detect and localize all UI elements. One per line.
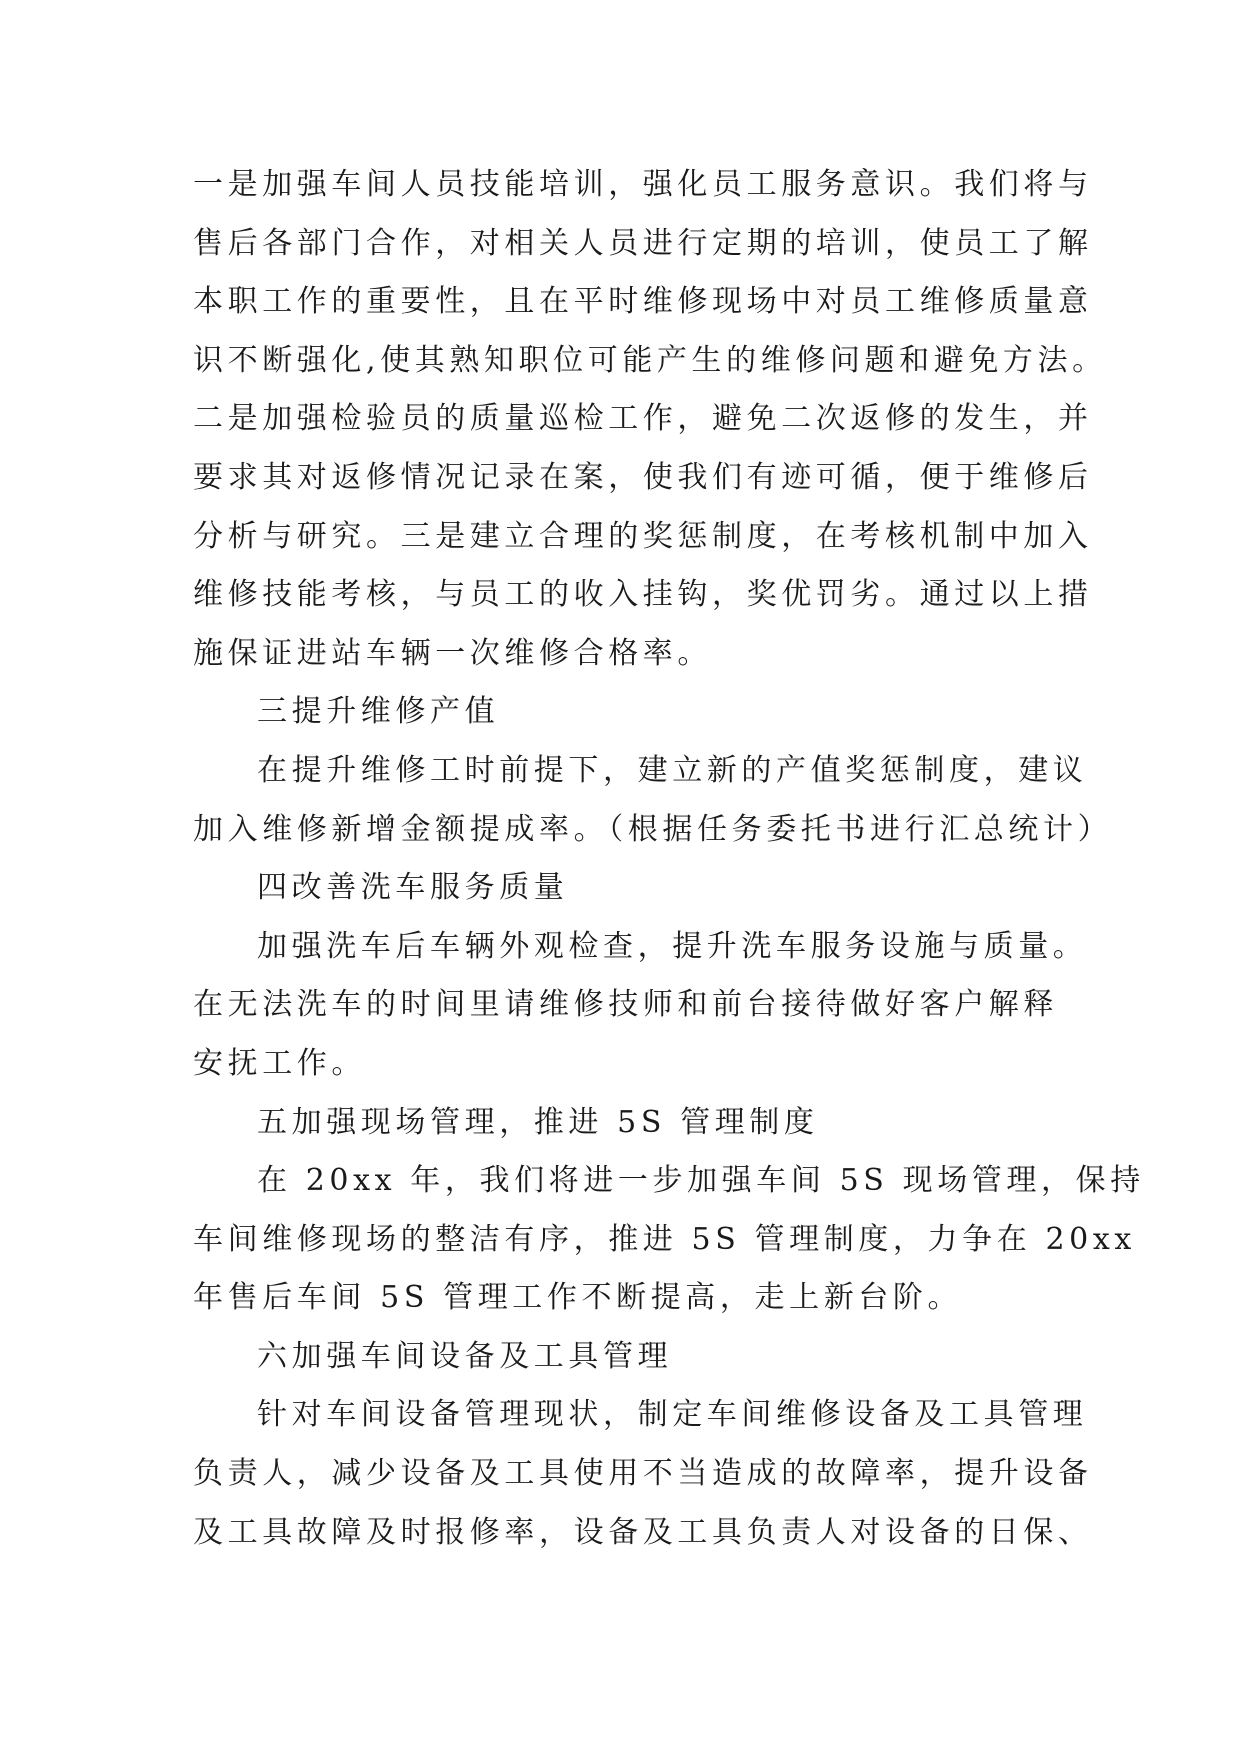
text-line: 五加强现场管理，推进 5S 管理制度 (257, 1104, 819, 1140)
text-line: 本职工作的重要性，且在平时维修现场中对员工维修质量意 (193, 284, 1093, 320)
text-line: 加入维修新增金额提成率。（根据任务委托书进行汇总统计） (193, 811, 1113, 847)
body-text (193, 156, 1145, 1562)
text-line: 维修技能考核，与员工的收入挂钩，奖优罚劣。通过以上措 (193, 577, 1093, 613)
text-line: 六加强车间设备及工具管理 (257, 1338, 673, 1374)
text-line: 安抚工作。 (193, 1045, 366, 1081)
text-line: 及工具故障及时报修率，设备及工具负责人对设备的日保、 (193, 1514, 1093, 1550)
text-line: 三提升维修产值 (257, 694, 500, 730)
text-line: 分析与研究。三是建立合理的奖惩制度，在考核机制中加入 (193, 518, 1093, 554)
text-line: 车间维修现场的整洁有序，推进 5S 管理制度，力争在 20xx (193, 1221, 1136, 1257)
text-line: 一是加强车间人员技能培训，强化员工服务意识。我们将与 (193, 167, 1093, 202)
text-line: 要求其对返修情况记录在案，使我们有迹可循，便于维修后 (193, 459, 1093, 495)
text-line: 年售后车间 5S 管理工作不断提高，走上新台阶。 (193, 1280, 963, 1316)
text-line: 售后各部门合作，对相关人员进行定期的培训，使员工了解 (193, 225, 1093, 261)
text-line: 识不断强化,使其熟知职位可能产生的维修问题和避免方法。 (193, 342, 1107, 378)
text-line: 施保证进站车辆一次维修合格率。 (193, 635, 712, 671)
text-line: 加强洗车后车辆外观检查，提升洗车服务设施与质量。 (257, 928, 1088, 964)
text-line: 在提升维修工时前提下，建立新的产值奖惩制度，建议 (257, 752, 1088, 788)
text-line: 在无法洗车的时间里请维修技师和前台接待做好客户解释 (193, 987, 1058, 1023)
text-line: 在 20xx 年，我们将进一步加强车间 5S 现场管理，保持 (257, 1163, 1145, 1199)
text-line: 四改善洗车服务质量 (257, 870, 569, 906)
text-line: 负责人，减少设备及工具使用不当造成的故障率，提升设备 (193, 1456, 1093, 1492)
text-line: 针对车间设备管理现状，制定车间维修设备及工具管理 (257, 1397, 1088, 1433)
text-line: 二是加强检验员的质量巡检工作，避免二次返修的发生，并 (193, 401, 1093, 437)
